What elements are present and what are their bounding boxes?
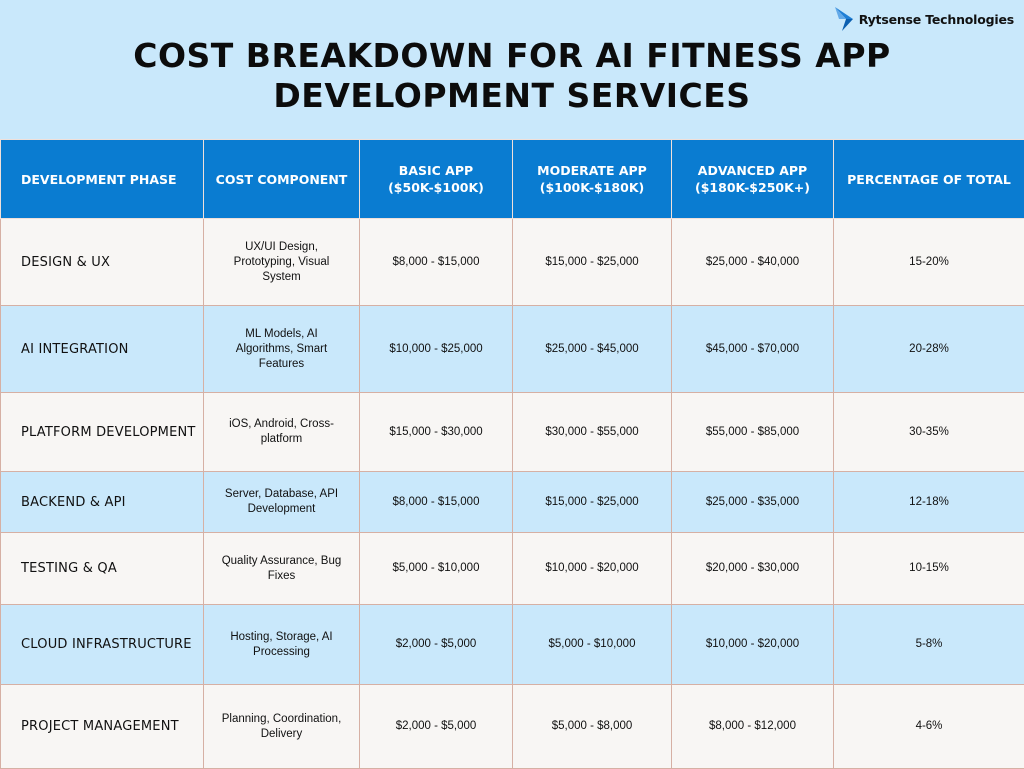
- brand: [833, 6, 1014, 32]
- cell-phase: BACKEND & API: [1, 472, 204, 533]
- table-row: [1, 219, 1024, 306]
- rytsense-arrow-logo-icon: [833, 6, 855, 32]
- cell-moderate: $15,000 - $25,000: [513, 219, 672, 306]
- header-percentage-of-total: PERCENTAGE OF TOTAL: [834, 140, 1024, 219]
- cell-component: Quality Assurance, Bug Fixes: [204, 533, 360, 605]
- cell-percentage: 12-18%: [834, 472, 1024, 533]
- header-cost-component: COST COMPONENT: [204, 140, 360, 219]
- header-development-phase: DEVELOPMENT PHASE: [1, 140, 204, 219]
- cell-advanced: $55,000 - $85,000: [672, 393, 834, 472]
- header-banner: [0, 0, 1024, 140]
- cell-component: Planning, Coordination, Delivery: [204, 685, 360, 769]
- header-advanced-app: ADVANCED APP ($180K-$250K+): [672, 140, 834, 219]
- cell-basic: $10,000 - $25,000: [360, 306, 513, 393]
- cell-phase: AI INTEGRATION: [1, 306, 204, 393]
- cell-basic: $2,000 - $5,000: [360, 605, 513, 685]
- cell-percentage: 15-20%: [834, 219, 1024, 306]
- cell-moderate: $15,000 - $25,000: [513, 472, 672, 533]
- cell-basic: $8,000 - $15,000: [360, 472, 513, 533]
- table-row: [1, 472, 1024, 533]
- page-title-line-2: DEVELOPMENT SERVICES: [0, 76, 1024, 116]
- cell-basic: $8,000 - $15,000: [360, 219, 513, 306]
- cell-moderate: $30,000 - $55,000: [513, 393, 672, 472]
- cell-moderate: $10,000 - $20,000: [513, 533, 672, 605]
- header-moderate-app: MODERATE APP ($100K-$180K): [513, 140, 672, 219]
- cell-advanced: $20,000 - $30,000: [672, 533, 834, 605]
- cell-advanced: $10,000 - $20,000: [672, 605, 834, 685]
- cell-basic: $2,000 - $5,000: [360, 685, 513, 769]
- cell-phase: CLOUD INFRASTRUCTURE: [1, 605, 204, 685]
- cell-percentage: 10-15%: [834, 533, 1024, 605]
- cell-component: Server, Database, API Development: [204, 472, 360, 533]
- cell-moderate: $25,000 - $45,000: [513, 306, 672, 393]
- table-row: [1, 306, 1024, 393]
- cell-phase: PROJECT MANAGEMENT: [1, 685, 204, 769]
- cell-advanced: $25,000 - $35,000: [672, 472, 834, 533]
- table-row: [1, 533, 1024, 605]
- cell-percentage: 5-8%: [834, 605, 1024, 685]
- brand-name: Rytsense Technologies: [859, 12, 1014, 27]
- cell-phase: PLATFORM DEVELOPMENT: [1, 393, 204, 472]
- cell-percentage: 30-35%: [834, 393, 1024, 472]
- page-title: [0, 36, 1024, 116]
- cell-percentage: 4-6%: [834, 685, 1024, 769]
- cell-advanced: $8,000 - $12,000: [672, 685, 834, 769]
- cell-moderate: $5,000 - $8,000: [513, 685, 672, 769]
- cell-component: UX/UI Design, Prototyping, Visual System: [204, 219, 360, 306]
- cost-breakdown-table: [0, 139, 1024, 769]
- cell-basic: $5,000 - $10,000: [360, 533, 513, 605]
- table-row: [1, 685, 1024, 769]
- table-row: [1, 605, 1024, 685]
- cell-basic: $15,000 - $30,000: [360, 393, 513, 472]
- cell-component: iOS, Android, Cross-platform: [204, 393, 360, 472]
- table-row: [1, 393, 1024, 472]
- page-title-line-1: COST BREAKDOWN FOR AI FITNESS APP: [0, 36, 1024, 76]
- header-basic-app: BASIC APP ($50K-$100K): [360, 140, 513, 219]
- cell-advanced: $25,000 - $40,000: [672, 219, 834, 306]
- table-header-row: [1, 140, 1024, 219]
- cell-component: ML Models, AI Algorithms, Smart Features: [204, 306, 360, 393]
- cell-component: Hosting, Storage, AI Processing: [204, 605, 360, 685]
- cell-percentage: 20-28%: [834, 306, 1024, 393]
- cell-phase: TESTING & QA: [1, 533, 204, 605]
- cell-moderate: $5,000 - $10,000: [513, 605, 672, 685]
- cell-advanced: $45,000 - $70,000: [672, 306, 834, 393]
- cell-phase: DESIGN & UX: [1, 219, 204, 306]
